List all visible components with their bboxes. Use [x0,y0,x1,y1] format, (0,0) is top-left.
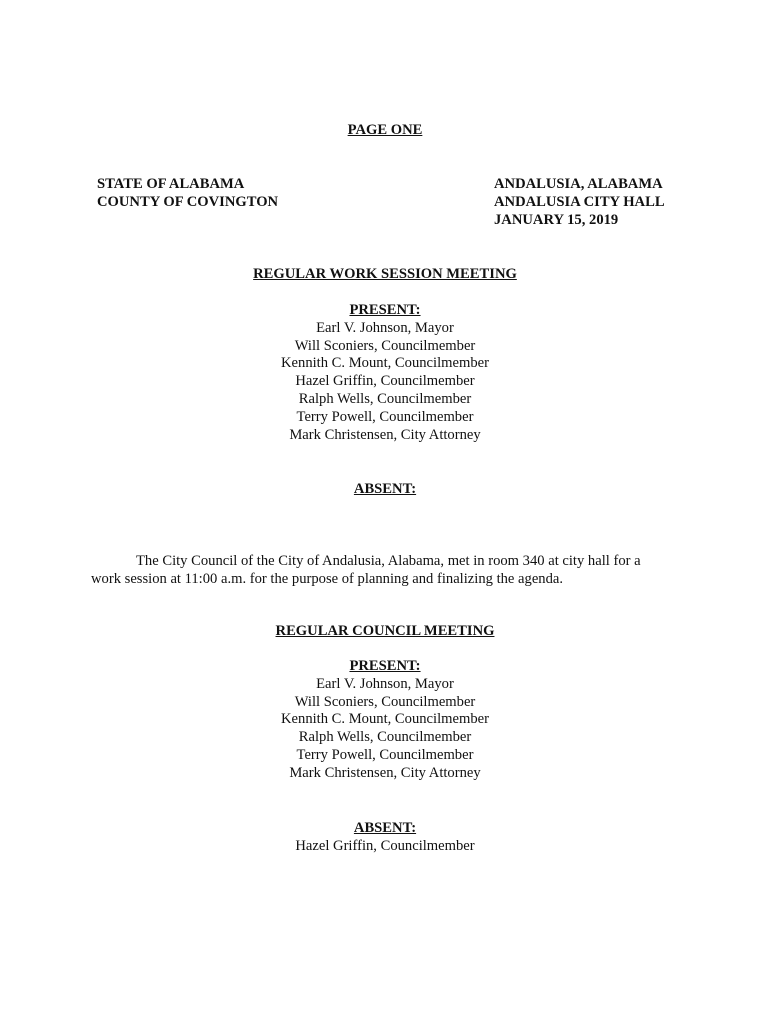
attendee: Ralph Wells, Councilmember [298,729,472,746]
attendee: Earl V. Johnson, Mayor [316,675,454,692]
attendee: Will Sconiers, Councilmember [294,337,476,354]
attendee: Will Sconiers, Councilmember [294,693,476,710]
attendee: Terry Powell, Councilmember [296,746,474,763]
attendee: Mark Christensen, City Attorney [289,764,481,781]
date-line: JANUARY 15, 2019 [494,211,619,228]
paragraph-line: The City Council of the City of Andalusia, Alabama, met in room 340 at city hall for a [136,553,641,569]
council-meeting-heading: REGULAR COUNCIL MEETING [275,623,495,639]
city-line: ANDALUSIA, ALABAMA [494,176,663,192]
council-meeting-absent-label: ABSENT: [353,820,417,836]
absentee: Hazel Griffin, Councilmember [295,837,475,854]
work-session-absent-label: ABSENT: [353,481,417,497]
paragraph-line: work session at 11:00 a.m. for the purpose of planning and finalizing the agenda. [91,570,564,587]
attendee: Kennith C. Mount, Councilmember [281,711,489,728]
council-meeting-present [0,658,770,783]
county-line: COUNTY OF COVINGTON [97,193,279,210]
city-hall-line: ANDALUSIA CITY HALL [494,193,665,210]
attendee: Ralph Wells, Councilmember [298,390,472,407]
state-line: STATE OF ALABAMA [97,176,245,192]
work-session-absent [0,481,770,499]
work-session-present [0,302,770,444]
attendee: Mark Christensen, City Attorney [289,426,481,443]
council-meeting-present-label: PRESENT: [349,658,421,674]
attendee: Earl V. Johnson, Mayor [316,319,454,336]
attendee: Hazel Griffin, Councilmember [295,373,475,390]
work-session-heading: REGULAR WORK SESSION MEETING [253,266,517,282]
council-meeting-section [0,623,770,641]
attendee: Kennith C. Mount, Councilmember [281,355,489,372]
work-session-section [0,266,770,284]
work-session-paragraph [91,553,681,589]
council-meeting-absent [0,820,770,856]
location-date-header [494,176,665,229]
attendee: Terry Powell, Councilmember [296,408,474,425]
work-session-present-label: PRESENT: [349,302,421,318]
page-title: PAGE ONE [347,122,423,138]
state-county-header [97,176,278,212]
